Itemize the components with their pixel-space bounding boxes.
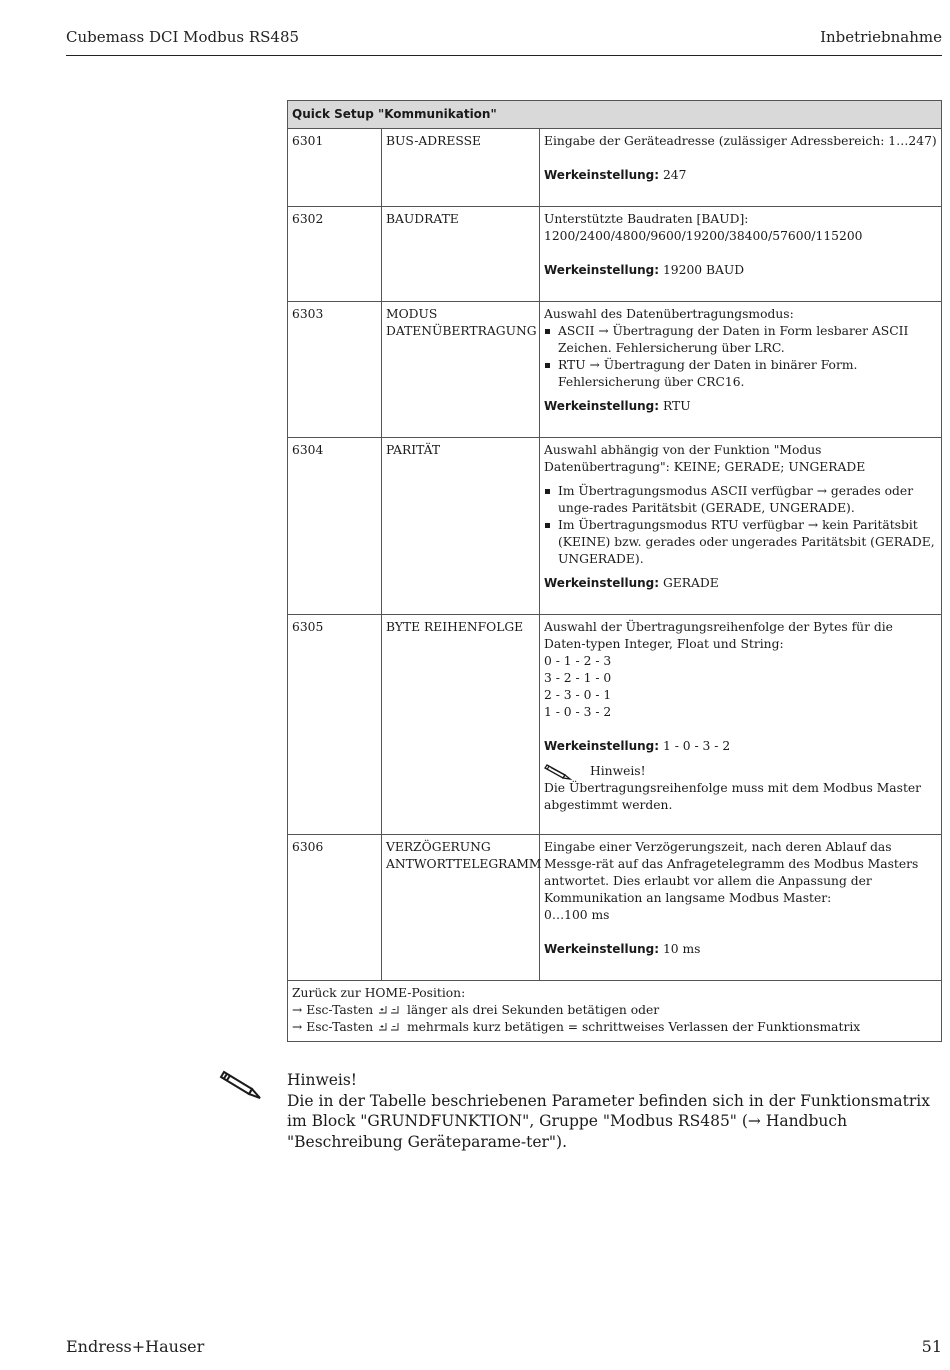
description-text: Eingabe der Geräteadresse (zulässiger Adressbereich: 1…247) bbox=[544, 134, 937, 148]
instruction-prefix: → Esc-Tasten bbox=[292, 1003, 374, 1017]
header-document-title: Cubemass DCI Modbus RS485 bbox=[66, 28, 300, 46]
default-value: 1 - 0 - 3 - 2 bbox=[662, 739, 731, 753]
note-title: Hinweis! bbox=[287, 1071, 358, 1089]
default-label: Werkeinstellung: bbox=[544, 739, 660, 753]
instruction-text: mehrmals kurz betätigen = schrittweises Verlassen der Funktionsmatrix bbox=[406, 1020, 861, 1034]
function-number: 6303 bbox=[288, 302, 382, 438]
function-description bbox=[540, 835, 942, 981]
option-list bbox=[544, 323, 937, 391]
default-label: Werkeinstellung: bbox=[544, 399, 660, 413]
list-item: ASCII → Übertragung der Daten in Form lesbarer ASCII Zeichen. Fehlersicherung über LRC. bbox=[544, 323, 937, 357]
note-title: Hinweis! bbox=[590, 763, 646, 778]
function-name bbox=[382, 302, 540, 438]
home-position-heading: Zurück zur HOME-Position: bbox=[292, 986, 466, 1000]
table-row bbox=[288, 835, 942, 981]
description-text: Auswahl abhängig von der Funktion "Modus Datenübertragung": KEINE; GERADE; UNGERADE bbox=[544, 443, 866, 474]
default-setting bbox=[544, 398, 937, 415]
default-label: Werkeinstellung: bbox=[544, 576, 660, 590]
function-number: 6301 bbox=[288, 129, 382, 207]
table-title: Quick Setup "Kommunikation" bbox=[288, 101, 942, 129]
table-row bbox=[288, 438, 942, 615]
function-name: BYTE REIHENFOLGE bbox=[382, 615, 540, 835]
option-list bbox=[544, 483, 937, 568]
quick-setup-table bbox=[287, 100, 942, 1042]
list-item: Im Übertragungsmodus RTU verfügbar → kein Paritätsbit (KEINE) bzw. gerades oder ungerades Paritätsbit (GERADE, UNGERADE). bbox=[544, 517, 937, 568]
function-description bbox=[540, 438, 942, 615]
function-number: 6302 bbox=[288, 207, 382, 302]
default-setting bbox=[544, 738, 937, 755]
page-note bbox=[287, 1070, 937, 1152]
table-row bbox=[288, 207, 942, 302]
list-item: Im Übertragungsmodus ASCII verfügbar → gerades oder unge-rades Paritätsbit (GERADE, UNGERADE). bbox=[544, 483, 937, 517]
table-footer-row bbox=[288, 981, 942, 1042]
note-text: Die Übertragungsreihenfolge muss mit dem Modbus Master abgestimmt werden. bbox=[544, 781, 922, 812]
default-setting bbox=[544, 167, 937, 184]
esc-keys-icon bbox=[377, 1003, 403, 1015]
byte-order-option: 3 - 2 - 1 - 0 bbox=[544, 671, 612, 685]
header-divider bbox=[66, 55, 942, 56]
default-label: Werkeinstellung: bbox=[544, 263, 660, 277]
pencil-icon bbox=[218, 1068, 262, 1102]
home-position-info bbox=[288, 981, 942, 1042]
default-setting bbox=[544, 262, 937, 279]
value-range: 0…100 ms bbox=[544, 908, 610, 922]
function-name-line: ANTWORTTELEGRAMM bbox=[386, 857, 542, 871]
function-description bbox=[540, 207, 942, 302]
default-value: 247 bbox=[662, 168, 687, 182]
page-number: 51 bbox=[921, 1337, 942, 1356]
inline-note bbox=[544, 762, 937, 780]
function-name-line: DATENÜBERTRAGUNG bbox=[386, 324, 537, 338]
table-row bbox=[288, 615, 942, 835]
table-title-row bbox=[288, 101, 942, 129]
default-value: RTU bbox=[662, 399, 691, 413]
table-row bbox=[288, 129, 942, 207]
function-name-line: VERZÖGERUNG bbox=[386, 840, 491, 854]
function-name bbox=[382, 835, 540, 981]
home-instruction bbox=[292, 1019, 937, 1036]
function-number: 6305 bbox=[288, 615, 382, 835]
default-value: GERADE bbox=[662, 576, 719, 590]
default-setting bbox=[544, 575, 937, 592]
instruction-prefix: → Esc-Tasten bbox=[292, 1020, 374, 1034]
description-text: Auswahl der Übertragungsreihenfolge der Bytes für die Daten-typen Integer, Float und String: bbox=[544, 620, 893, 651]
default-value: 10 ms bbox=[662, 942, 701, 956]
description-text: Auswahl des Datenübertragungsmodus: bbox=[544, 307, 794, 321]
byte-order-option: 0 - 1 - 2 - 3 bbox=[544, 654, 612, 668]
note-text: Die in der Tabelle beschriebenen Parameter befinden sich in der Funktionsmatrix im Block "GRUNDFUNKTION", Gruppe "Modbus RS485" (→ Handbuch "Beschreibung Geräteparame-ter"). bbox=[287, 1091, 930, 1151]
description-text: Unterstützte Baudraten [BAUD]: bbox=[544, 212, 749, 226]
default-value: 19200 BAUD bbox=[662, 263, 745, 277]
default-label: Werkeinstellung: bbox=[544, 942, 660, 956]
function-number: 6306 bbox=[288, 835, 382, 981]
default-label: Werkeinstellung: bbox=[544, 168, 660, 182]
function-name: BUS-ADRESSE bbox=[382, 129, 540, 207]
function-description bbox=[540, 129, 942, 207]
default-setting bbox=[544, 941, 937, 958]
header-section-title: Inbetriebnahme bbox=[820, 28, 942, 46]
pencil-icon bbox=[544, 762, 572, 780]
byte-order-option: 2 - 3 - 0 - 1 bbox=[544, 688, 612, 702]
footer-brand: Endress+Hauser bbox=[66, 1337, 205, 1356]
byte-order-option: 1 - 0 - 3 - 2 bbox=[544, 705, 612, 719]
function-name: PARITÄT bbox=[382, 438, 540, 615]
list-item: RTU → Übertragung der Daten in binärer Form. Fehlersicherung über CRC16. bbox=[544, 357, 937, 391]
function-description bbox=[540, 615, 942, 835]
baudrate-list: 1200/2400/4800/9600/19200/38400/57600/115200 bbox=[544, 229, 863, 243]
home-instruction bbox=[292, 1002, 937, 1019]
description-text: Eingabe einer Verzögerungszeit, nach deren Ablauf das Messge-rät auf das Anfragetelegramm des Modbus Masters antwortet. Dies erlaubt vor allem die Anpassung der Kommunikation an langsame Modbus Master: bbox=[544, 840, 919, 905]
esc-keys-icon bbox=[377, 1020, 403, 1032]
instruction-text: länger als drei Sekunden betätigen oder bbox=[406, 1003, 660, 1017]
function-name-line: MODUS bbox=[386, 307, 438, 321]
function-name: BAUDRATE bbox=[382, 207, 540, 302]
function-description bbox=[540, 302, 942, 438]
table-row bbox=[288, 302, 942, 438]
function-number: 6304 bbox=[288, 438, 382, 615]
